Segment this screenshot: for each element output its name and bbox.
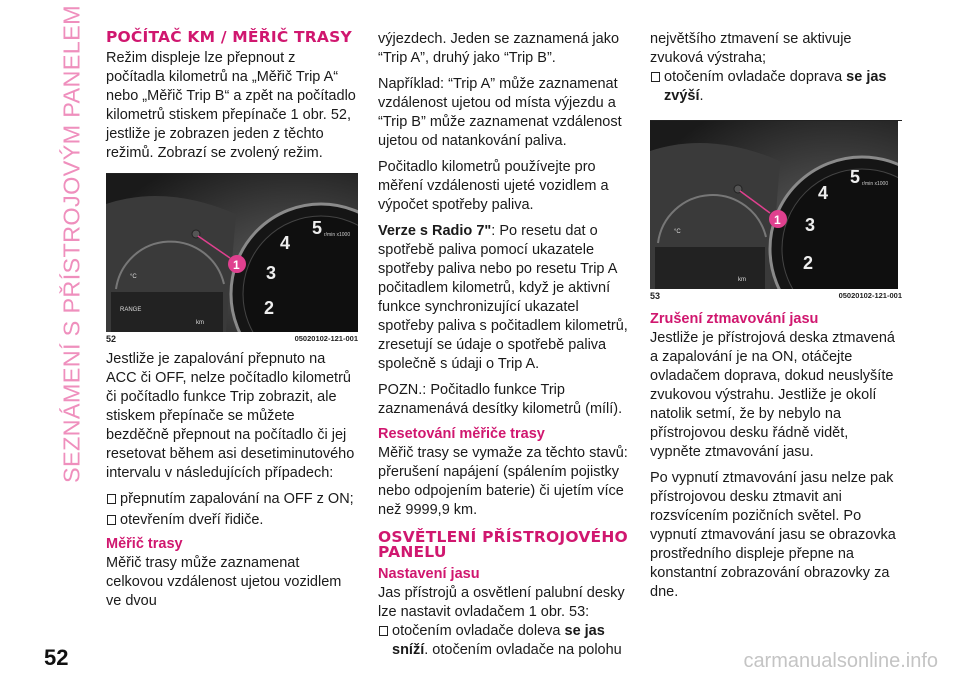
heading-panel-lighting: OSVĚTLENÍ PŘÍSTROJOVÉHO PANELU: [378, 528, 628, 561]
page-number: 52: [44, 645, 69, 670]
paragraph: Jestliže je zapalování přepnuto na ACC či OFF, nelze počítadlo kilometrů či počítadlo funkce Trip zobrazit, ale stiskem přepínače se můžete bezděčně přepnout na počítadlo či jej resetovat během asi desetiminutového intervalu v následujících případech:: [106, 351, 355, 481]
km-label: km: [738, 277, 746, 283]
watermark: carmanualsonline.info: [743, 650, 938, 672]
list-item: otočením ovladače doprava se jas zvýší.: [650, 68, 902, 106]
paragraph: Měřič trasy může zaznamenat celkovou vzdálenost ujetou vozidlem ve dvou: [106, 555, 342, 609]
gauge-number: 2: [264, 298, 275, 318]
figure-code: 05020102-121-001: [294, 334, 358, 343]
paragraph: Měřič trasy se vymaže za těchto stavů: přerušení napájení (spálením pojistky nebo odpojením baterie) či ujetím více než 9999,9 km.: [378, 445, 628, 518]
checkbox-bullet-icon: [651, 72, 660, 82]
section-side-title: SEZNÁMENÍ S PŘÍSTROJOVÝM PANELEM: [58, 5, 85, 483]
paragraph: Verze s Radio 7": Po resetu dat o spotřebě paliva pomocí ukazatele spotřeby paliva nebo po resetu Trip A počitadlem kilometrů, když je aktivní funkce synchronizující ukazatel spotřeby paliva s počitadlem kilometrů, zresetují se údaje o spotřebě paliva společně s údaji o Trip A.: [378, 223, 628, 372]
gauge-number: 3: [805, 215, 816, 235]
gauge-number: 5: [312, 218, 323, 238]
instrument-cluster-image: [106, 174, 358, 332]
km-label: km: [196, 320, 204, 326]
paragraph: Jas přístrojů a osvětlení palubní desky lze nastavit ovladačem 1 obr. 53:: [378, 585, 625, 620]
paragraph: Počitadlo kilometrů používejte pro měření vzdálenosti ujeté vozidlem a výpočet spotřeby paliva.: [378, 159, 609, 213]
gauge-number: 3: [266, 263, 277, 283]
instrument-cluster-image: [650, 121, 898, 289]
paragraph: výjezdech. Jeden se zaznamená jako “Trip A”, druhý jako “Trip B”.: [378, 31, 620, 66]
rpm-unit: r/min x1000: [862, 181, 889, 187]
gauge-number: 4: [280, 233, 291, 253]
list-item: otočením ovladače doleva se jas sníží. otočením ovladače na polohu: [378, 622, 630, 660]
figure-number: 52: [106, 334, 117, 344]
callout-1: 1: [774, 213, 781, 227]
paragraph: Jestliže je přístrojová deska ztmavená a zapalování je na ON, otáčejte ovladačem doprava, dokud neuslyšíte zvukovou výstrahu. Jestliže je okolí natolik setmí, že by nebylo na přístrojovou desku řádně vidět, vypněte ztmavování jasu.: [650, 330, 895, 460]
heading-trip-computer: POČÍTAČ KM / MĚŘIČ TRASY: [106, 28, 352, 46]
subheading-trip-meter: Měřič trasy: [106, 536, 183, 552]
gauge-number: 4: [818, 183, 829, 203]
paragraph: POZN.: Počitadlo funkce Trip zaznamenává desítky kilometrů (mílí).: [378, 382, 623, 417]
range-label: RANGE: [120, 307, 142, 313]
column-2: [378, 30, 630, 662]
figure-caption: [106, 334, 358, 344]
paragraph: Režim displeje lze přepnout z počítadla kilometrů na „Měřič Trip A“ nebo „Měřič Trip B“ a zpět na počítadlo kilometrů stiskem přepínače 1 obr. 52, jestliže je zobrazen jeden z těchto režimů. Zobrazí se zvolený režim.: [106, 50, 356, 161]
paragraph: Například: “Trip A” může zaznamenat vzdálenost ujetou od místa výjezdu a “Trip B” může zaznamenat vzdálenost ujetou od natankování paliva.: [378, 76, 622, 149]
column-1: [106, 30, 358, 618]
figure-caption: [650, 291, 902, 301]
list-item: otevřením dveří řidiče.: [106, 511, 358, 530]
figure-52: [106, 173, 358, 344]
figure-code: 05020102-121-001: [838, 291, 902, 300]
paragraph: Po vypnutí ztmavování jasu nelze pak přístrojovou desku ztmavit ani rozsvícením pozičních světel. Po vypnutí ztmavování jasu se obrazovka prostředního displeje přepne na konstantní zobrazování obrazovky za dne.: [650, 470, 896, 600]
subheading-reset: Resetování měřiče trasy: [378, 426, 545, 442]
gauge-number: 2: [803, 253, 814, 273]
gauge-number: 5: [850, 167, 861, 187]
checkbox-bullet-icon: [107, 515, 116, 525]
figure-53: [650, 120, 902, 301]
checkbox-bullet-icon: [107, 494, 116, 504]
checkbox-bullet-icon: [379, 626, 388, 636]
subheading-cancel-dimming: Zrušení ztmavování jasu: [650, 311, 819, 327]
column-3: [650, 30, 902, 609]
temp-label: °C: [674, 229, 681, 235]
rpm-unit: r/min x1000: [324, 232, 351, 238]
subheading-brightness: Nastavení jasu: [378, 566, 480, 582]
paragraph: největšího ztmavení se aktivuje zvuková výstraha;: [650, 31, 852, 66]
figure-number: 53: [650, 291, 661, 301]
callout-1: 1: [233, 258, 240, 272]
list-item: přepnutím zapalování na OFF z ON;: [106, 490, 358, 509]
temp-label: °C: [130, 274, 137, 280]
